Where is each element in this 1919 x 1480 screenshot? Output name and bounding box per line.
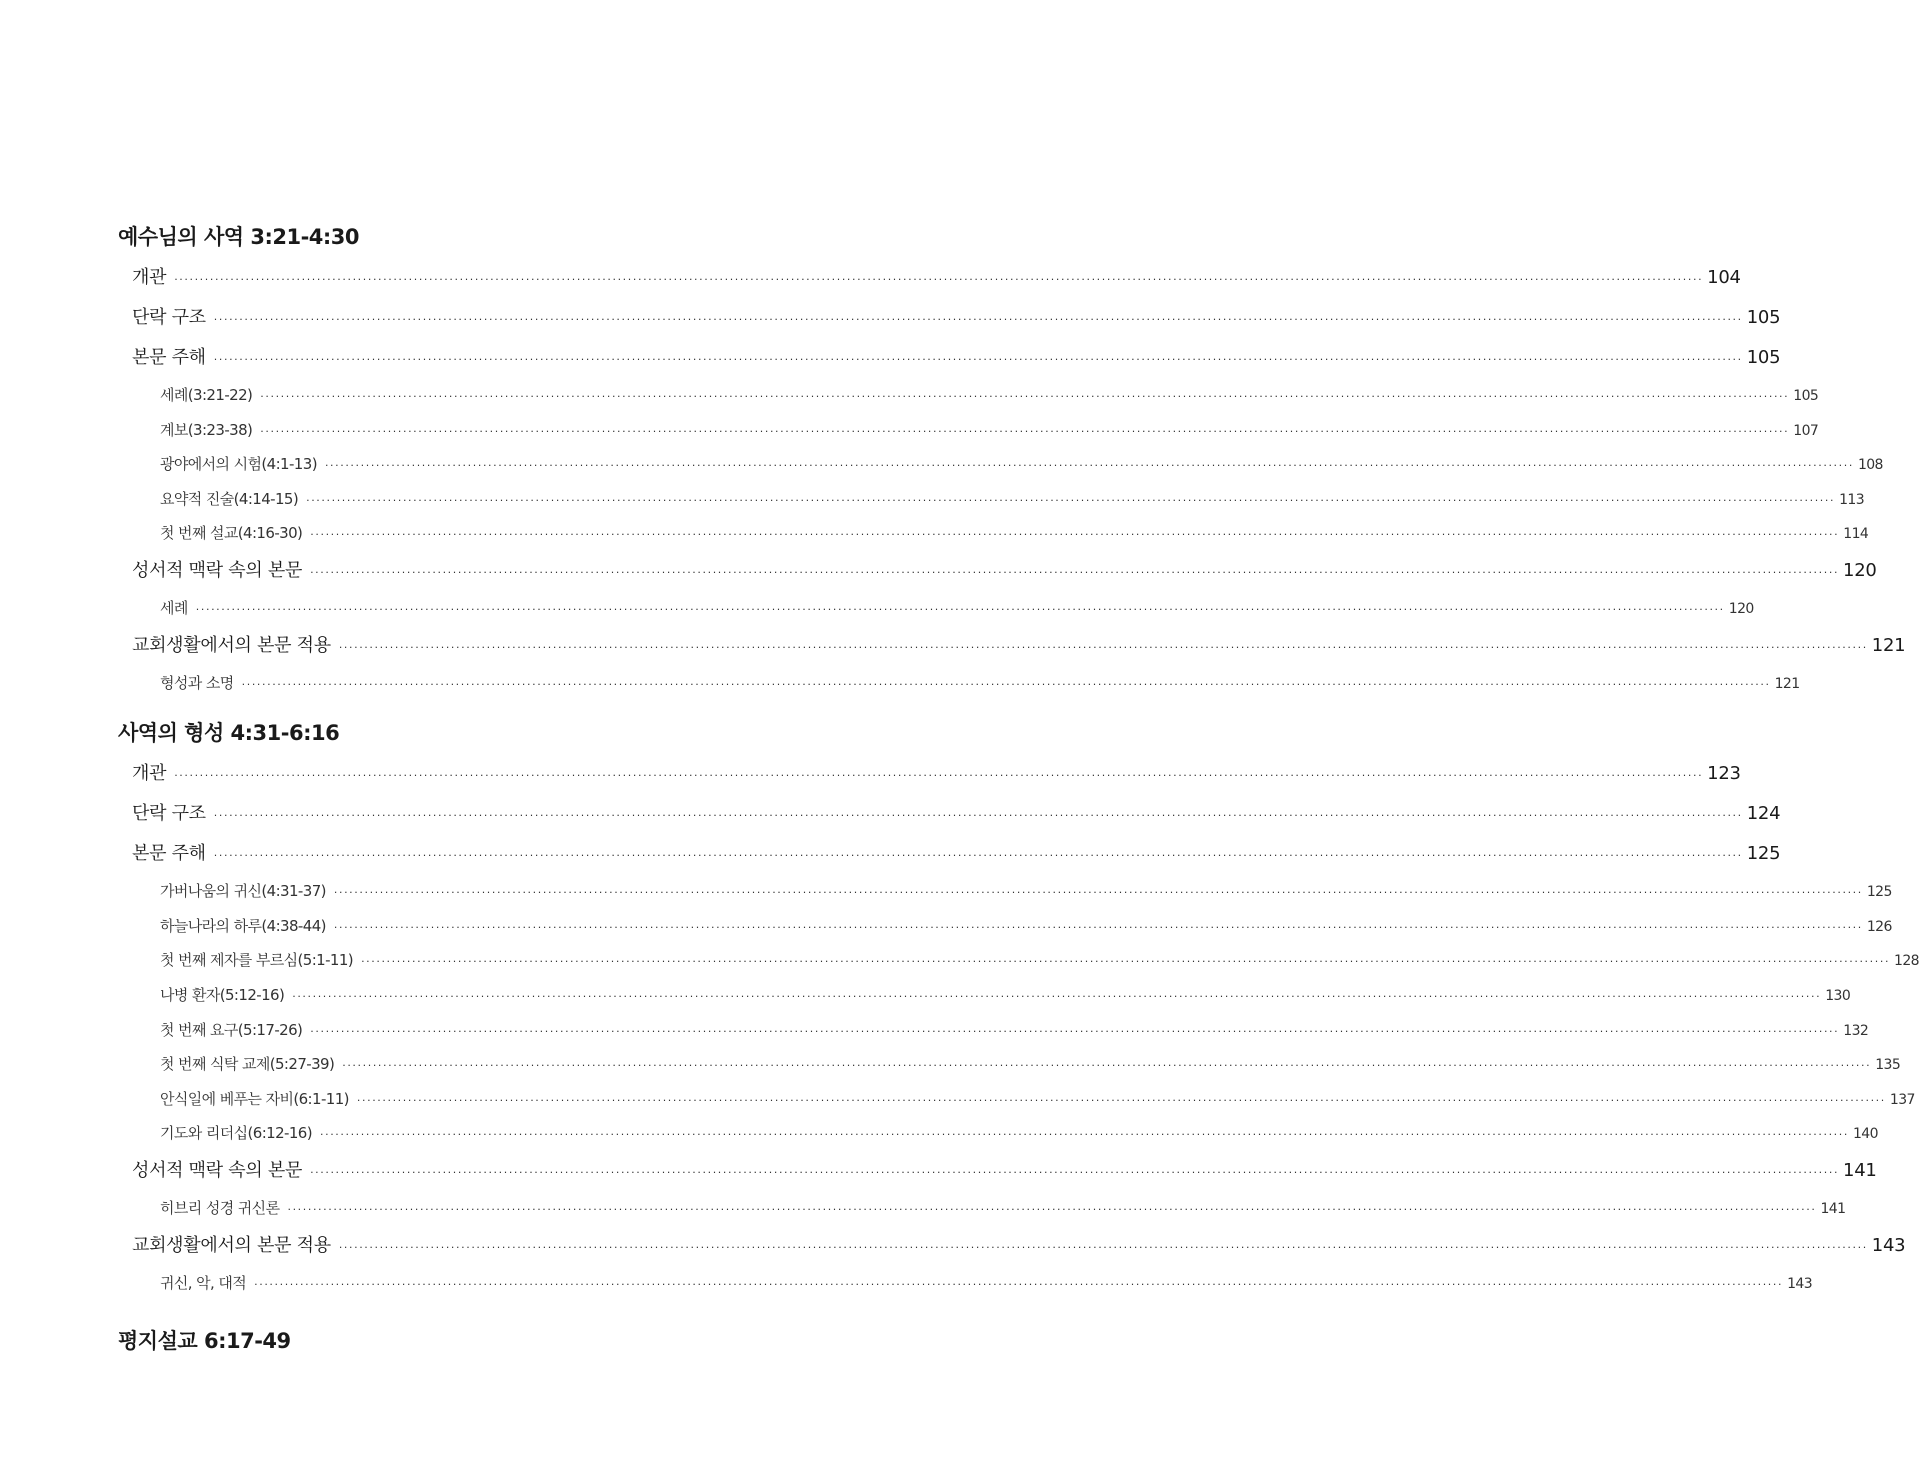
page-number: 105 xyxy=(1746,347,1781,368)
toc-entry[interactable] xyxy=(118,754,1741,794)
page-number: 121 xyxy=(1774,675,1800,692)
dot-leader: ············································································································································································································································································································ xyxy=(213,313,1743,326)
page-number: 126 xyxy=(1866,918,1892,935)
dot-leader: ············································································································································································································································································································ xyxy=(338,1240,1868,1254)
page-number: 140 xyxy=(1852,1126,1878,1143)
dot-leader: ············································································································································································································································································································ xyxy=(174,273,1704,286)
page-number: 120 xyxy=(1843,559,1877,581)
page-number: 143 xyxy=(1871,1234,1906,1256)
entry-label: 개관 xyxy=(132,267,167,288)
toc-entry[interactable] xyxy=(118,1151,1877,1191)
toc-subentry[interactable] xyxy=(118,1116,1878,1151)
entry-label: 본문 주해 xyxy=(132,347,206,368)
dot-leader: ············································································································································································································································································································ xyxy=(195,602,1725,616)
entry-label: 교회생활에서의 본문 적용 xyxy=(132,634,331,656)
entry-label: 본문 주해 xyxy=(132,843,206,865)
toc-subentry[interactable] xyxy=(118,413,1819,448)
entry-label: 기도와 리더십(6:12-16) xyxy=(160,1124,312,1143)
toc-entry[interactable] xyxy=(118,1226,1906,1266)
entry-label: 하늘나라의 하루(4:38-44) xyxy=(160,916,326,935)
toc-section xyxy=(118,1326,850,1356)
page-number: 141 xyxy=(1843,1159,1877,1181)
dot-leader: ············································································································································································································································································································ xyxy=(324,459,1854,473)
dot-leader: ············································································································································································································································································································ xyxy=(310,1024,1840,1038)
toc-entry[interactable] xyxy=(118,258,1741,298)
toc-subentry[interactable] xyxy=(118,909,1892,944)
entry-label: 요약적 진술(4:14-15) xyxy=(160,489,299,508)
entry-label: 세례 xyxy=(160,598,188,617)
entry-label: 첫 번째 설교(4:16-30) xyxy=(160,524,303,543)
dot-leader: ············································································································································································································································································································ xyxy=(287,1202,1817,1216)
entry-label: 히브리 성경 귀신론 xyxy=(160,1198,280,1217)
entry-label: 단락 구조 xyxy=(132,803,206,825)
page-number: 105 xyxy=(1793,388,1819,404)
dot-leader: ············································································································································································································································································································ xyxy=(333,886,1863,900)
toc-subentry[interactable] xyxy=(118,482,1865,517)
entry-label: 형성과 소명 xyxy=(160,673,234,692)
dot-leader: ············································································································································································································································································································ xyxy=(338,640,1868,654)
toc-subentry[interactable] xyxy=(118,591,1754,626)
page-number: 114 xyxy=(1843,526,1869,543)
entry-label: 세례(3:21-22) xyxy=(160,386,253,404)
dot-leader: ············································································································································································································································································································ xyxy=(213,353,1743,366)
section-title: 예수님의 사역 3:21-4:30 xyxy=(118,225,360,249)
toc-subentry[interactable] xyxy=(118,1191,1846,1226)
toc-subentry[interactable] xyxy=(118,447,1883,482)
entry-label: 성서적 맥락 속의 본문 xyxy=(132,1159,303,1181)
entry-label: 교회생활에서의 본문 적용 xyxy=(132,1234,331,1256)
toc-subentry[interactable] xyxy=(118,874,1892,909)
entry-label: 첫 번째 식탁 교제(5:27-39) xyxy=(160,1055,335,1074)
page-number: 113 xyxy=(1839,491,1865,508)
page-number: 125 xyxy=(1866,884,1892,901)
toc-subentry[interactable] xyxy=(118,978,1851,1013)
toc-entry[interactable] xyxy=(118,794,1781,834)
dot-leader: ············································································································································································································································································································ xyxy=(241,677,1771,691)
toc-entry[interactable] xyxy=(118,834,1781,874)
dot-leader: ············································································································································································································································································································ xyxy=(356,1093,1886,1107)
entry-label: 계보(3:23-38) xyxy=(160,420,253,439)
page-number: 128 xyxy=(1894,953,1919,970)
section-gap xyxy=(118,1300,850,1318)
dot-leader: ············································································································································································································································································································ xyxy=(260,424,1790,438)
page-number: 130 xyxy=(1825,987,1851,1004)
page-number: 124 xyxy=(1746,803,1781,825)
entry-label: 첫 번째 요구(5:17-26) xyxy=(160,1020,303,1039)
dot-leader: ············································································································································································································································································································ xyxy=(333,920,1863,934)
toc-subentry[interactable] xyxy=(118,943,1919,978)
dot-leader: ············································································································································································································································································································ xyxy=(306,493,1836,507)
toc-section xyxy=(118,222,1906,700)
entry-label: 광야에서의 시험(4:1-13) xyxy=(160,455,317,474)
toc-subentry[interactable] xyxy=(118,1082,1915,1117)
dot-leader: ············································································································································································································································································································ xyxy=(310,565,1840,579)
section-title: 평지설교 6:17-49 xyxy=(118,1329,291,1354)
toc-entry[interactable] xyxy=(118,626,1906,666)
toc-subentry[interactable] xyxy=(118,666,1800,701)
toc-entry[interactable] xyxy=(118,551,1877,591)
page-number: 107 xyxy=(1793,422,1819,439)
table-of-contents xyxy=(118,222,1919,1362)
page-number: 143 xyxy=(1787,1275,1813,1292)
page-number: 137 xyxy=(1889,1091,1915,1108)
page-number: 120 xyxy=(1728,600,1754,617)
section-title: 사역의 형성 4:31-6:16 xyxy=(118,721,340,746)
toc-entry[interactable] xyxy=(118,338,1781,378)
dot-leader: ············································································································································································································································································································ xyxy=(213,809,1743,823)
page-number: 123 xyxy=(1707,763,1741,785)
dot-leader: ············································································································································································································································································································ xyxy=(310,528,1840,542)
page-number: 121 xyxy=(1871,634,1906,656)
entry-label: 단락 구조 xyxy=(132,307,206,328)
dot-leader: ············································································································································································································································································································ xyxy=(260,390,1790,403)
page-number: 108 xyxy=(1857,457,1883,474)
dot-leader: ············································································································································································································································································································ xyxy=(320,1128,1849,1142)
entry-label: 귀신, 악, 대적 xyxy=(160,1273,247,1292)
toc-section xyxy=(118,718,1919,1300)
entry-label: 첫 번째 제자를 부르심(5:1-11) xyxy=(160,951,354,970)
toc-subentry[interactable] xyxy=(118,1047,1901,1082)
page-number: 105 xyxy=(1746,307,1781,328)
toc-subentry[interactable] xyxy=(118,1266,1813,1301)
toc-subentry[interactable] xyxy=(118,1013,1869,1048)
page-number: 132 xyxy=(1843,1022,1869,1039)
page-number: 125 xyxy=(1746,843,1781,865)
dot-leader: ············································································································································································································································································································ xyxy=(342,1059,1872,1073)
dot-leader: ············································································································································································································································································································ xyxy=(213,849,1743,863)
toc-subentry[interactable] xyxy=(118,378,1819,413)
entry-label: 가버나움의 귀신(4:31-37) xyxy=(160,882,326,901)
entry-label: 성서적 맥락 속의 본문 xyxy=(132,559,303,581)
dot-leader: ············································································································································································································································································································ xyxy=(254,1277,1784,1291)
toc-entry[interactable] xyxy=(118,298,1781,338)
page-number: 135 xyxy=(1875,1057,1901,1074)
section-gap xyxy=(118,700,850,718)
toc-subentry[interactable] xyxy=(118,516,1869,551)
entry-label: 개관 xyxy=(132,763,167,785)
page-number: 104 xyxy=(1707,267,1741,288)
dot-leader: ············································································································································································································································································································ xyxy=(174,769,1704,783)
entry-label: 나병 환자(5:12-16) xyxy=(160,985,285,1004)
entry-label: 안식일에 베푸는 자비(6:1-11) xyxy=(160,1089,349,1108)
dot-leader: ············································································································································································································································································································ xyxy=(292,989,1822,1003)
dot-leader: ············································································································································································································································································································ xyxy=(310,1165,1840,1179)
page-number: 141 xyxy=(1820,1200,1846,1217)
dot-leader: ············································································································································································································································································································ xyxy=(361,955,1891,969)
